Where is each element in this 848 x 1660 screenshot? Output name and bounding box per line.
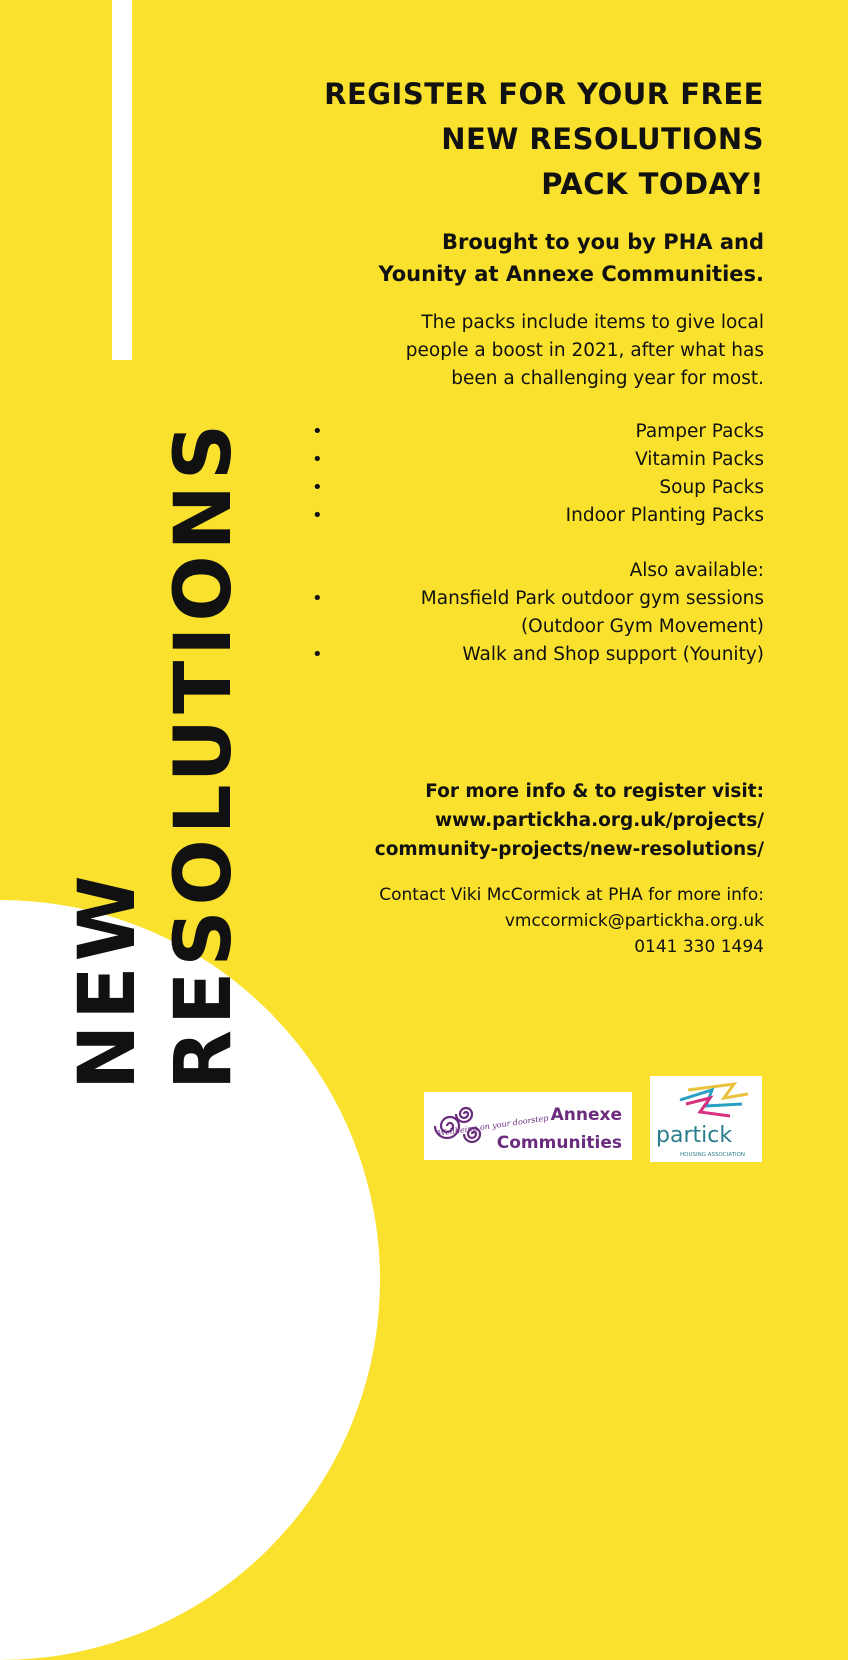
contact-info	[204, 882, 764, 960]
bullet-icon: •	[312, 644, 323, 665]
partick-swoosh-icon	[650, 1076, 762, 1162]
list-item: • Vitamin Packs	[308, 446, 764, 474]
list-item-continuation: (Outdoor Gym Movement)	[520, 616, 764, 637]
headline-line-2: NEW RESOLUTIONS	[441, 122, 764, 156]
bullet-icon: •	[312, 477, 323, 498]
list-item: • Soup Packs	[308, 474, 764, 502]
vertical-title-line-1: NEW	[63, 870, 153, 1090]
intro-line-1: The packs include items to give local	[421, 312, 764, 333]
list-item: • Walk and Shop support (Younity)	[308, 641, 764, 669]
annexe-tagline: Wellbeing on your doorstep	[437, 1113, 549, 1138]
more-info-line-1: For more info & to register visit:	[425, 781, 764, 802]
vertical-title-line-2: RESOLUTIONS	[159, 418, 249, 1090]
register-link-continuation[interactable]: community-projects/new-resolutions/	[374, 839, 764, 860]
partick-subtitle: HOUSING ASSOCIATION	[680, 1152, 746, 1158]
list-item: • Mansfield Park outdoor gym sessions	[308, 585, 764, 613]
bullet-icon: •	[312, 505, 323, 526]
bullet-icon: •	[312, 588, 323, 609]
brought-by-line-1: Brought to you by PHA and	[442, 230, 764, 254]
annexe-communities-logo	[424, 1092, 632, 1160]
register-link[interactable]: www.partickha.org.uk/projects/	[435, 810, 764, 831]
also-available-list	[308, 585, 764, 669]
intro-line-2: people a boost in 2021, after what has	[405, 340, 764, 361]
vertical-title	[60, 419, 252, 1090]
partick-housing-logo	[650, 1076, 762, 1162]
annexe-name-2: Communities	[496, 1133, 622, 1153]
brought-by-line-2: Younity at Annexe Communities.	[378, 262, 764, 286]
list-item: • Pamper Packs	[308, 418, 764, 446]
annexe-name-1: Annexe	[550, 1105, 622, 1125]
partick-name: partick	[656, 1123, 733, 1148]
bullet-icon: •	[312, 421, 323, 442]
packs-list	[308, 418, 764, 530]
contact-phone: 0141 330 1494	[634, 937, 764, 957]
headline-line-3: PACK TODAY!	[541, 167, 764, 201]
intro-line-3: been a challenging year for most.	[451, 368, 764, 389]
brought-by	[244, 226, 764, 290]
packs-intro	[244, 309, 764, 393]
contact-email[interactable]: vmccormick@partickha.org.uk	[504, 911, 764, 931]
annexe-spiral-icon	[430, 1096, 626, 1156]
contact-line: Contact Viki McCormick at PHA for more info:	[379, 885, 764, 905]
also-available-label: Also available:	[629, 560, 764, 581]
list-item: • Indoor Planting Packs	[308, 502, 764, 530]
more-info	[204, 777, 764, 864]
headline	[204, 72, 764, 207]
decorative-white-bar	[112, 0, 132, 360]
bullet-icon: •	[312, 449, 323, 470]
headline-line-1: REGISTER FOR YOUR FREE	[324, 77, 764, 111]
